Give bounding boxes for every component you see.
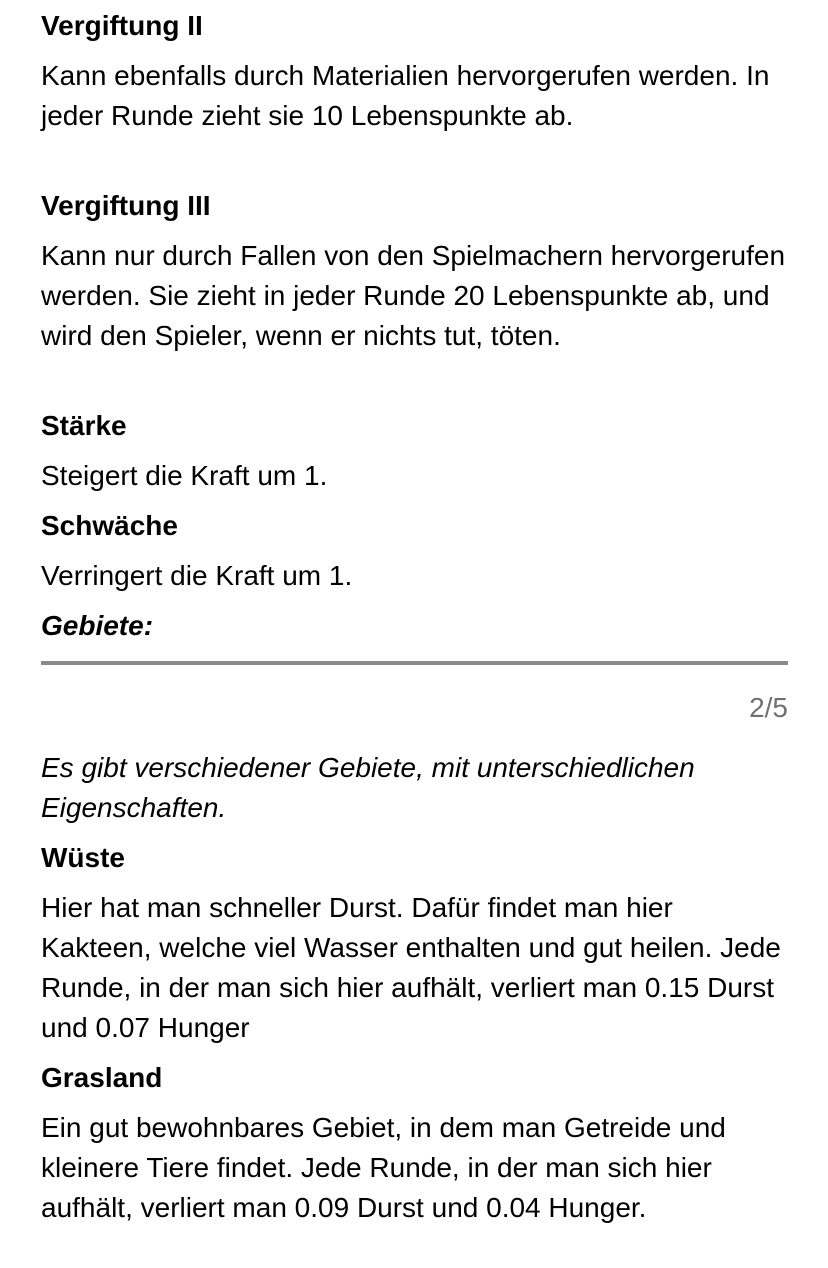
section-text-wueste: Hier hat man schneller Durst. Dafür findet man hier Kakteen, welche viel Wasser enthalten und gut heilen. Jede Runde, in der man sich hier aufhält, verliert man 0.15 Durst und 0.07 Hunger xyxy=(41,892,781,1043)
section-text-vergiftung-3: Kann nur durch Fallen von den Spielmachern hervorgerufen werden. Sie zieht in jeder Runde 20 Lebenspunkte ab, und wird den Spieler, wenn er nichts tut, töten. xyxy=(41,240,786,351)
page-indicator: 2/5 xyxy=(749,692,788,723)
section-text-staerke: Steigert die Kraft um 1. xyxy=(41,460,328,491)
section-title-grasland: Grasland xyxy=(41,1062,163,1093)
section-text-vergiftung-2: Kann ebenfalls durch Materialien hervorgerufen werden. In jeder Runde zieht sie 10 Lebenspunkte ab. xyxy=(41,60,770,131)
gebiete-intro: Es gibt verschiedener Gebiete, mit unterschiedlichen Eigenschaften. xyxy=(41,752,695,823)
page-divider xyxy=(41,661,788,665)
section-title-schwaeche: Schwäche xyxy=(41,510,178,541)
section-title-staerke: Stärke xyxy=(41,410,127,441)
section-text-grasland: Ein gut bewohnbares Gebiet, in dem man Getreide und kleinere Tiere findet. Jede Runde, in der man sich hier aufhält, verliert man 0.09 Durst und 0.04 Hunger. xyxy=(41,1112,726,1223)
gebiete-heading: Gebiete: xyxy=(41,610,154,641)
section-title-vergiftung-2: Vergiftung II xyxy=(41,10,203,41)
section-text-schwaeche: Verringert die Kraft um 1. xyxy=(41,560,353,591)
section-title-vergiftung-3: Vergiftung III xyxy=(41,190,211,221)
section-title-wueste: Wüste xyxy=(41,842,125,873)
